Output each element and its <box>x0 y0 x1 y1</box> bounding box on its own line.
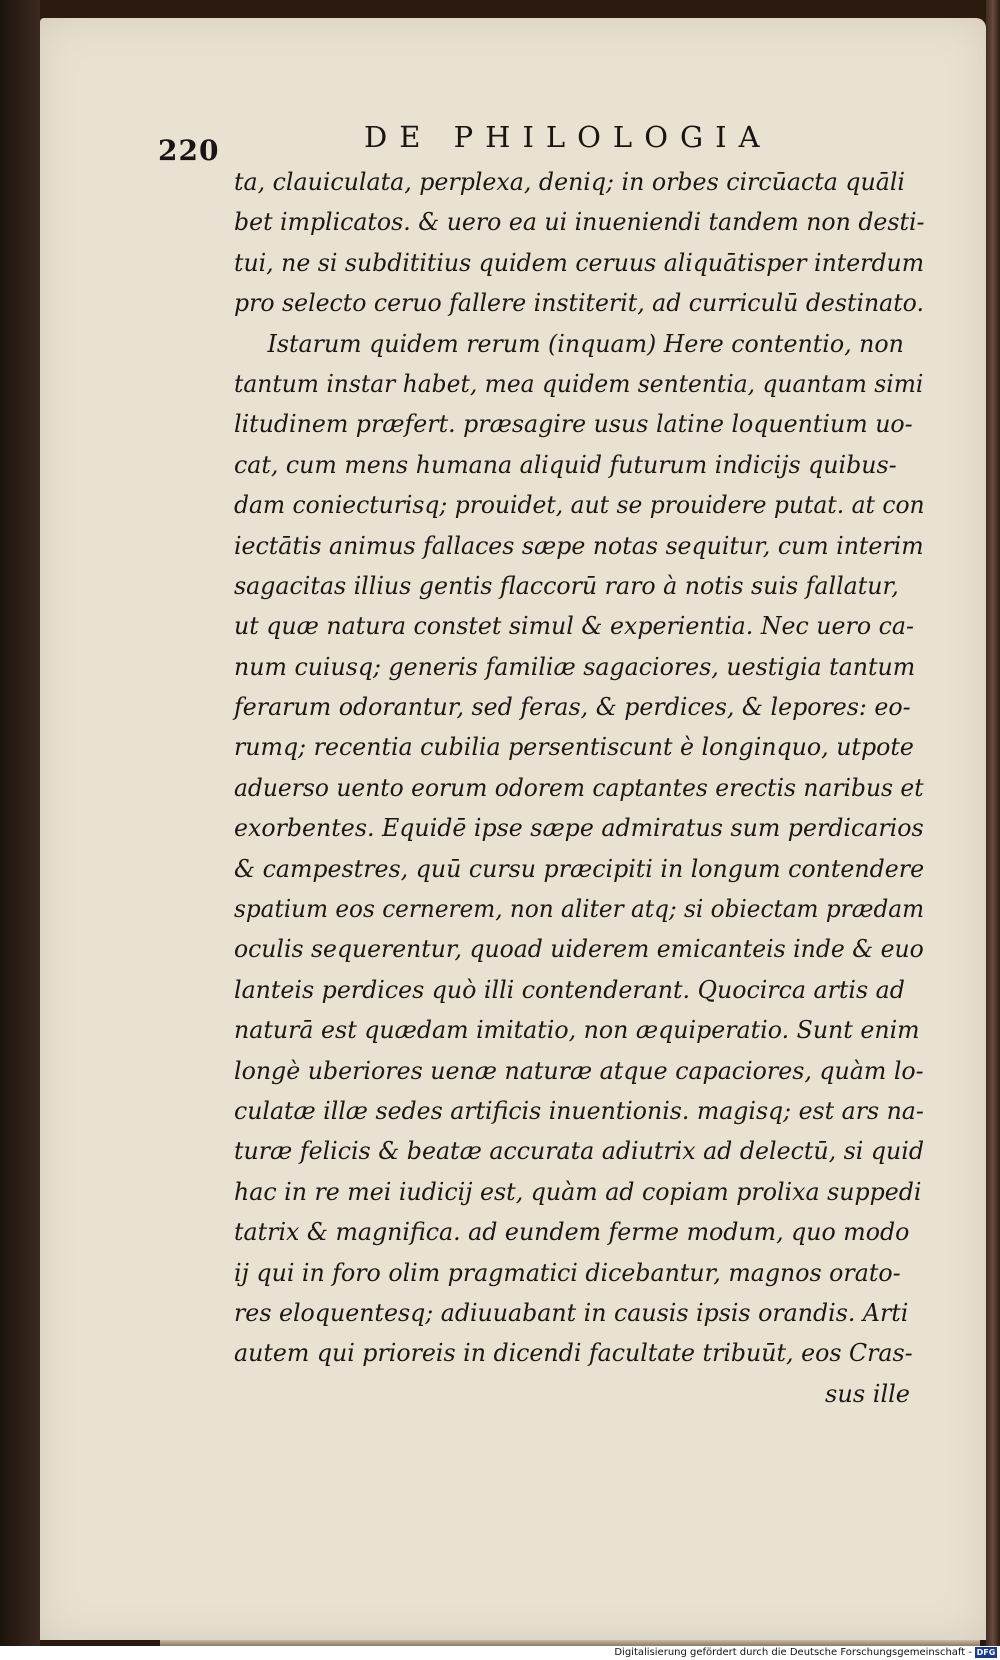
text-line: litudinem præfert. præsagire usus latine loquentium uo- <box>234 410 913 439</box>
text-line: naturā est quædam imitatio, non æquiperatio. Sunt enim <box>234 1016 920 1045</box>
text-line: num cuiusq; generis familiæ sagaciores, uestigia tantum <box>234 652 916 681</box>
text-line: iectātis animus fallaces sæpe notas sequitur, cum interim <box>234 531 924 560</box>
digitization-credit: Digitalisierung gefördert durch die Deutsche Forschungsgemeinschaft - <box>614 1647 972 1658</box>
text-line: cat, cum mens humana aliquid futurum indicijs quibus- <box>234 450 897 479</box>
text-line: tatrix & magnifica. ad eundem ferme modum, quo modo <box>234 1218 910 1247</box>
text-line: res eloquentesq; adiuuabant in causis ipsis orandis. Arti <box>234 1298 909 1327</box>
text-line: tantum instar habet, mea quidem sententia, quantam simi <box>234 369 924 398</box>
text-line: culatæ illæ sedes artificis inuentionis. magisq; est ars na- <box>234 1096 924 1125</box>
text-line: exorbentes. Equidē ipse sæpe admiratus sum perdicarios <box>234 814 924 843</box>
text-line: lanteis perdices quò illi contenderant. Quocirca artis ad <box>234 975 905 1004</box>
text-line: dam coniecturisq; prouidet, aut se prouidere putat. at con <box>234 491 925 520</box>
text-line: oculis sequerentur, quoad uiderem emicanteis inde & euo <box>234 935 924 964</box>
scan-right-edge <box>986 0 1000 1660</box>
text-line: ij qui in foro olim pragmatici dicebantur, magnos orato- <box>234 1258 901 1287</box>
text-line: tui, ne si subdititius quidem ceruus aliquātisper interdum <box>234 248 925 277</box>
text-line: longè uberiores uenæ naturæ atque capaciores, quàm lo- <box>234 1056 924 1085</box>
text-line: ut quæ natura constet simul & experientia. Nec uero ca- <box>234 612 915 641</box>
body-text <box>234 162 934 1414</box>
text-line: hac in re mei iudicij est, quàm ad copiam prolixa suppedi <box>234 1177 922 1206</box>
text-line: & campestres, quū cursu præcipiti in longum contendere <box>234 854 925 883</box>
book-spine-edge <box>0 0 40 1660</box>
text-line: autem qui prioreis in dicendi facultate tribuūt, eos Cras- <box>234 1339 913 1368</box>
text-line: pro selecto ceruo fallere institerit, ad curriculū destinato. <box>234 289 924 318</box>
catchword: sus ille <box>825 1379 910 1408</box>
text-line: rumq; recentia cubilia persentiscunt è longinquo, utpote <box>234 733 914 762</box>
text-line: ta, clauiculata, perplexa, deniq; in orbes circūacta quāli <box>234 168 906 196</box>
text-line: bet implicatos. & uero ea ui inueniendi tandem non desti- <box>234 208 925 237</box>
text-line: turæ felicis & beatæ accurata adiutrix ad delectū, si quid <box>234 1137 924 1166</box>
text-line: spatium eos cernerem, non aliter atq; si obiectam prædam <box>234 895 925 924</box>
dfg-logo: DFG <box>976 1648 996 1657</box>
text-line: Istarum quidem rerum (inquam) Here contentio, non <box>267 329 904 358</box>
running-head: DE PHILOLOGIA <box>364 120 772 154</box>
text-line: aduerso uento eorum odorem captantes erectis naribus et <box>234 773 924 802</box>
text-line: ferarum odorantur, sed feras, & perdices, & lepores: eo- <box>234 693 911 722</box>
page-number: 220 <box>158 134 220 167</box>
text-line: sagacitas illius gentis flaccorū raro à notis suis fallatur, <box>234 571 899 600</box>
